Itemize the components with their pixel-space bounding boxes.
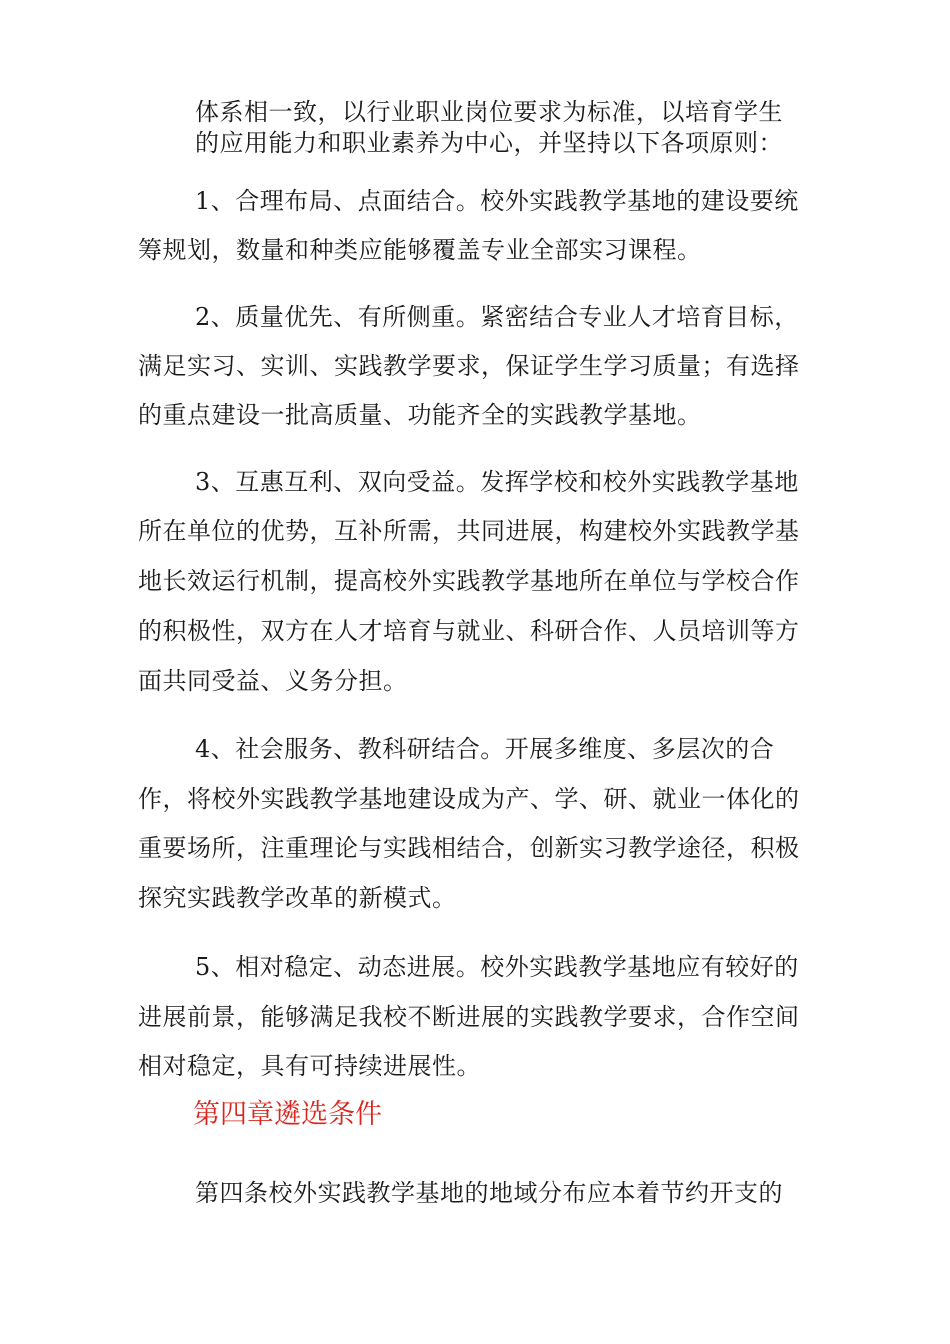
- principle-2-line-3: 的重点建设一批高质量、功能齐全的实践教学基地。: [138, 401, 702, 429]
- principle-4-line-3: 重要场所，注重理论与实践相结合，创新实习教学途径，积极: [138, 834, 800, 862]
- principle-4-line-4: 探究实践教学改革的新模式。: [138, 884, 457, 912]
- article-4-line-1: 第四条校外实践教学基地的地域分布应本着节约开支的: [195, 1179, 783, 1207]
- principle-3-line-4: 的积极性，双方在人才培育与就业、科研合作、人员培训等方: [138, 617, 800, 645]
- principle-3-line-3: 地长效运行机制，提高校外实践教学基地所在单位与学校合作: [138, 567, 800, 595]
- principle-3-line-1: 3、互惠互利、双向受益。发挥学校和校外实践教学基地: [195, 468, 799, 496]
- principle-1-line-2: 筹规划，数量和种类应能够覆盖专业全部实习课程。: [138, 236, 702, 264]
- principle-4-line-2: 作，将校外实践教学基地建设成为产、学、研、就业一体化的: [138, 785, 800, 813]
- principle-5-line-3: 相对稳定，具有可持续进展性。: [138, 1052, 481, 1080]
- principle-4-line-1: 4、社会服务、教科研结合。开展多维度、多层次的合: [195, 735, 775, 763]
- chapter-heading: 第四章遴选条件: [193, 1099, 382, 1130]
- principle-2-line-1: 2、质量优先、有所侧重。紧密结合专业人才培育目标，: [195, 303, 799, 331]
- principle-5-line-1: 5、相对稳定、动态进展。校外实践教学基地应有较好的: [195, 953, 799, 981]
- principle-3-line-5: 面共同受益、义务分担。: [138, 667, 408, 695]
- intro-line-1: 体系相一致，以行业职业岗位要求为标准，以培育学生: [195, 98, 783, 126]
- principle-3-line-2: 所在单位的优势，互补所需，共同进展，构建校外实践教学基: [138, 517, 800, 545]
- intro-line-2: 的应用能力和职业素养为中心，并坚持以下各项原则：: [195, 129, 783, 157]
- principle-1-line-1: 1、合理布局、点面结合。校外实践教学基地的建设要统: [195, 187, 799, 215]
- principle-5-line-2: 进展前景，能够满足我校不断进展的实践教学要求，合作空间: [138, 1003, 800, 1031]
- principle-2-line-2: 满足实习、实训、实践教学要求，保证学生学习质量；有选择: [138, 352, 800, 380]
